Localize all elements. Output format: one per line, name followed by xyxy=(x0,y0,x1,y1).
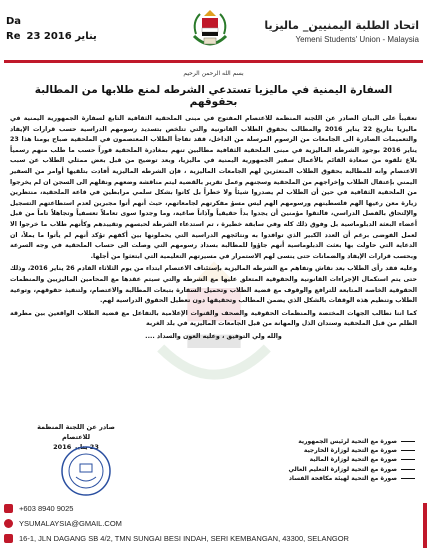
date-label: Da xyxy=(6,16,22,27)
org-name-arabic: اتحاد الطلبة اليمنيين_ ماليزيا xyxy=(264,19,419,32)
signer-name: صادر عن اللجنة المنظمة للاعتصام xyxy=(37,423,115,441)
date-row xyxy=(6,14,97,29)
header-divider xyxy=(4,60,423,63)
letter-body xyxy=(10,114,417,342)
cc-item: صورة مع التحية لرئيس الجمهورية xyxy=(288,437,415,446)
cc-item: صورة مع التحية لوزارة التعليم العالي xyxy=(288,465,415,474)
location-icon xyxy=(4,534,13,543)
body-paragraph: وعليه فقد رأى الطلاب بعد نقاش وتفاهم مع الشرطه الماليزية بإستئناف الاعتصام ابتداء من يوم الثلاثاء القادم 26 يناير 2016، وذلك حتى يتم استكمال الإجراءات القانونية والحقوقية المتعلق عليها مع الشرطه والتي سيتم عقدها مع المحامين الماليزيين والمنظمات الحقوقية الخاصة المتابعة للترافع والوقوف مع قضية الطلاب وتحميل السفارة بتبعات المطالبة والاعتصام، ولتنفيذ حقوقهم، وتوعية الطلاب وتنظيم هذه الوقفات بالشكل الذي يضمن المطالب وتحقيقها دون تعطيل الحقوق الدراسية لهم. xyxy=(10,265,417,305)
basmala: بسم الله الرحمن الرحيم xyxy=(183,70,244,77)
email-row xyxy=(4,516,349,531)
ref-row xyxy=(6,29,97,44)
signer-date: 23 يناير 2016 xyxy=(53,443,99,451)
cc-item: صورة مع التحية لوزارة الخارجية xyxy=(288,446,415,455)
cc-item: صورة مع التحية لهيئة مكافحة الفساد xyxy=(288,474,415,483)
cc-list xyxy=(288,437,415,483)
contact-footer xyxy=(4,501,349,546)
body-paragraph: تعقيباً على البيان الصادر عن اللجنة المنظمة للاعتصام المفتوح في مبنى الملحقية الثقافية التابع لسفارة الجمهورية اليمنية في ماليزيا بتاريخ 22 يناير 2016 والمطالب بحقوق الطلاب القانونية والتي تتلخص بتسديد رسومهم الدراسية حسب قرارات الإيفاد والتعميمات الصادرة الى الجامعات من الرسوم المرسلة من الداخل، فقد تفاجأ الطلاب المعتصمون في الملحقية صباح يومنا هذا 23 يناير 2016 بوجود الشرطه الماليزية في مبنى الملحقية الثقافية مطالبين تنهم بمغادرة الملحقية فوراً حسب ما طلب منهم رسمياً بلاغ تلقوه من سعادة القائم بالأعمال سفير الجمهورية اليمنية في ماليزيا، وبعد توضيح من قبل بعض ممثلي الطلاب عن سبب الاعتصام وانه للمطالبة بحقوق الطلاب المتعثرين لهم الجامعات الماليزية ، فإن الشرطه الماليزية أفادت بتلقيها أوامر من السفير اليمني بإعتقال الطلاب وإخراجهم من الملحقية وسجنهم وعمل تقرير بالقضية ليتم مناقشة وضعهم ونقلهم الى السجن ان لم يخرجوا من الملحقية الثقافية في حين أن الطلاب لم يصدروا شيئاً ولا خطراً بل كانوا بشكل سلمي مرابطين في قاعة الملحقية، منتظرين زيارة معن رعيها الهم فلسطينهم ورسومهم الهم ليس مسؤ مفكرتهم لجامعاتهم، حيث أنهم أتوا مجبرين لعدم استطاعتهم التسجيل والإلتحاق بالفصل الدراسي، فالتقوا مؤمنين أن يجدوا بداً حقيقياً وآذاناً صاغية، وما وجدوا سوى تعاملاً تعسفياً وتجاهلاً تاماً من قبل أعضاء البعثة الدبلوماسية بل وفوق ذلك كله وفي سابقة خطيرة ، تم استدعاء الشرطة لحبسهم وتقييدهم وكأنهم طلاب ما خرجوا الا لعمل الفوضى برغم أن العدد الكبير الذي توافدوا به ونتائجهم الدراسية التي يحملونها بين أكفهم تؤكد أنهم لم يأتوا ما يملأ، ان الدعاية التي حاولت بها بعثت الدبلوماسية أنهم جاؤوا للمطالبة بسداد رسومهم التي وصلت الى حساب الملحقية في وجه السرعة وبحسب قرارات الإيفاد والضمانات حتى ينسى لهم الاستمرار في مسيرتهم التعليمية التي ابتعثوا من أجلها. xyxy=(10,115,417,260)
body-paragraph: كما اننا نطالب الجهات المختصة والمنظمات الحقوقية والصحف والقنوات الإعلامية بالتفاعل مع قضية الطلاب الواقعين بين مطرقة الظلم من قبل الملحقية وسندان الذل والمهانة من قبل الجامعات الماليزية في بلد الغربة xyxy=(10,309,417,328)
org-name-block xyxy=(264,19,419,44)
phone-number: +603 8940 9025 xyxy=(19,504,74,513)
phone-row xyxy=(4,501,349,516)
email-address: YSUMALAYSIA@GMAIL.COM xyxy=(19,519,122,528)
email-icon xyxy=(4,519,13,528)
footer-accent-bar xyxy=(423,503,427,548)
letter-meta xyxy=(6,14,97,44)
org-name-english: Yemeni Students' Union - Malaysia xyxy=(295,35,419,44)
address-row xyxy=(4,531,349,546)
closing-line: والله ولي التوفيق ، وعليه العون والسداد .... xyxy=(145,332,282,340)
postal-address: 16-1, JLN DAGANG SB 4/2, TMN SUNGAI BESI INDAH, SERI KEMBANGAN, 43300, SELANGOR xyxy=(19,534,349,543)
phone-icon xyxy=(4,504,13,513)
date-value: 23 يناير 2016 xyxy=(26,31,97,42)
cc-item: صورة مع التحية لوزارة المالية xyxy=(288,455,415,464)
official-stamp xyxy=(60,445,112,497)
union-logo xyxy=(186,6,234,54)
letter-title: السفارة اليمنية في ماليزيا تستدعي الشرطه لمنع طلابها من المطالبة بحقوقهم xyxy=(34,84,393,108)
ref-label: Re xyxy=(6,31,21,42)
